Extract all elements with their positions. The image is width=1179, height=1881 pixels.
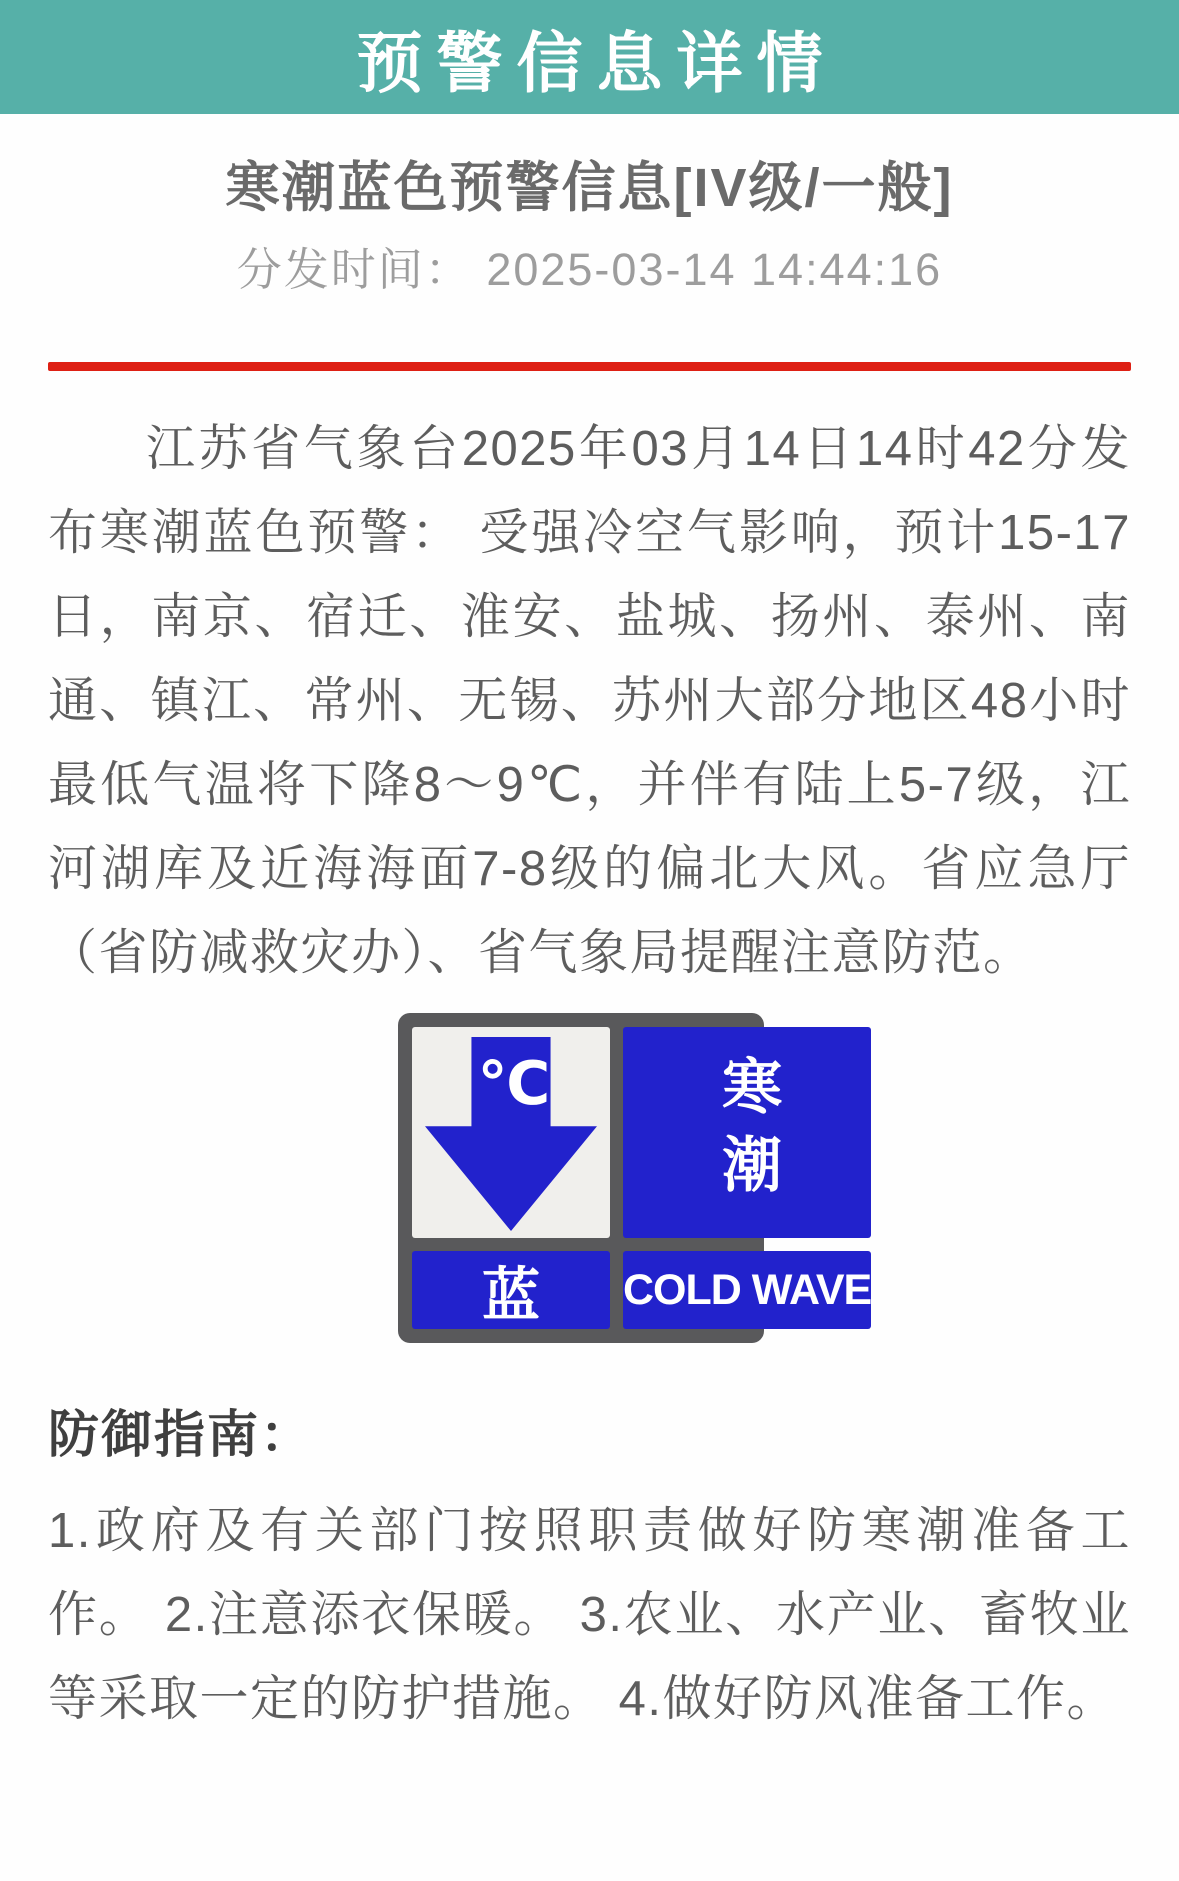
distribution-time-value: 2025-03-14 14:44:16 bbox=[486, 244, 943, 295]
cold-wave-warning-sign bbox=[398, 1013, 1131, 1343]
alert-title: 寒潮蓝色预警信息[IV级/一般] bbox=[225, 158, 954, 218]
page-header-bar bbox=[0, 0, 1179, 114]
alert-body-text: 江苏省气象台2025年03月14日14时42分发布寒潮蓝色预警： 受强冷空气影响，预计15-17日，南京、宿迁、淮安、盐城、扬州、泰州、南通、镇江、常州、无锡、苏州大部分地区48小时最低气温将下降8～9℃，并伴有陆上5-7级，江河湖库及近海海面7-8级的偏北大风。省应急厅（省防减救灾办）、省气象局提醒注意防范。 bbox=[48, 422, 1131, 980]
red-divider-line bbox=[48, 362, 1131, 371]
cold-wave-english-label: COLD WAVE bbox=[623, 1251, 871, 1329]
temperature-drop-panel bbox=[412, 1027, 610, 1238]
defense-guide-heading: 防御指南： bbox=[48, 1406, 314, 1463]
blue-level-label: 蓝 bbox=[412, 1251, 610, 1329]
distribution-time-label: 分发时间： bbox=[236, 244, 472, 295]
celsius-label: ℃ bbox=[477, 1050, 551, 1117]
defense-guide-text: 1.政府及有关部门按照职责做好防寒潮准备工作。 2.注意添衣保暖。 3.农业、水产业、畜牧业等采取一定的防护措施。 4.做好防风准备工作。 bbox=[48, 1504, 1131, 1726]
page-title: 预警信息详情 bbox=[356, 25, 837, 100]
warning-content bbox=[0, 152, 1179, 1741]
distribution-time-row bbox=[48, 242, 1131, 298]
warning-sign-frame bbox=[398, 1013, 872, 1343]
cold-wave-chinese-label: 寒潮 bbox=[623, 1027, 871, 1238]
